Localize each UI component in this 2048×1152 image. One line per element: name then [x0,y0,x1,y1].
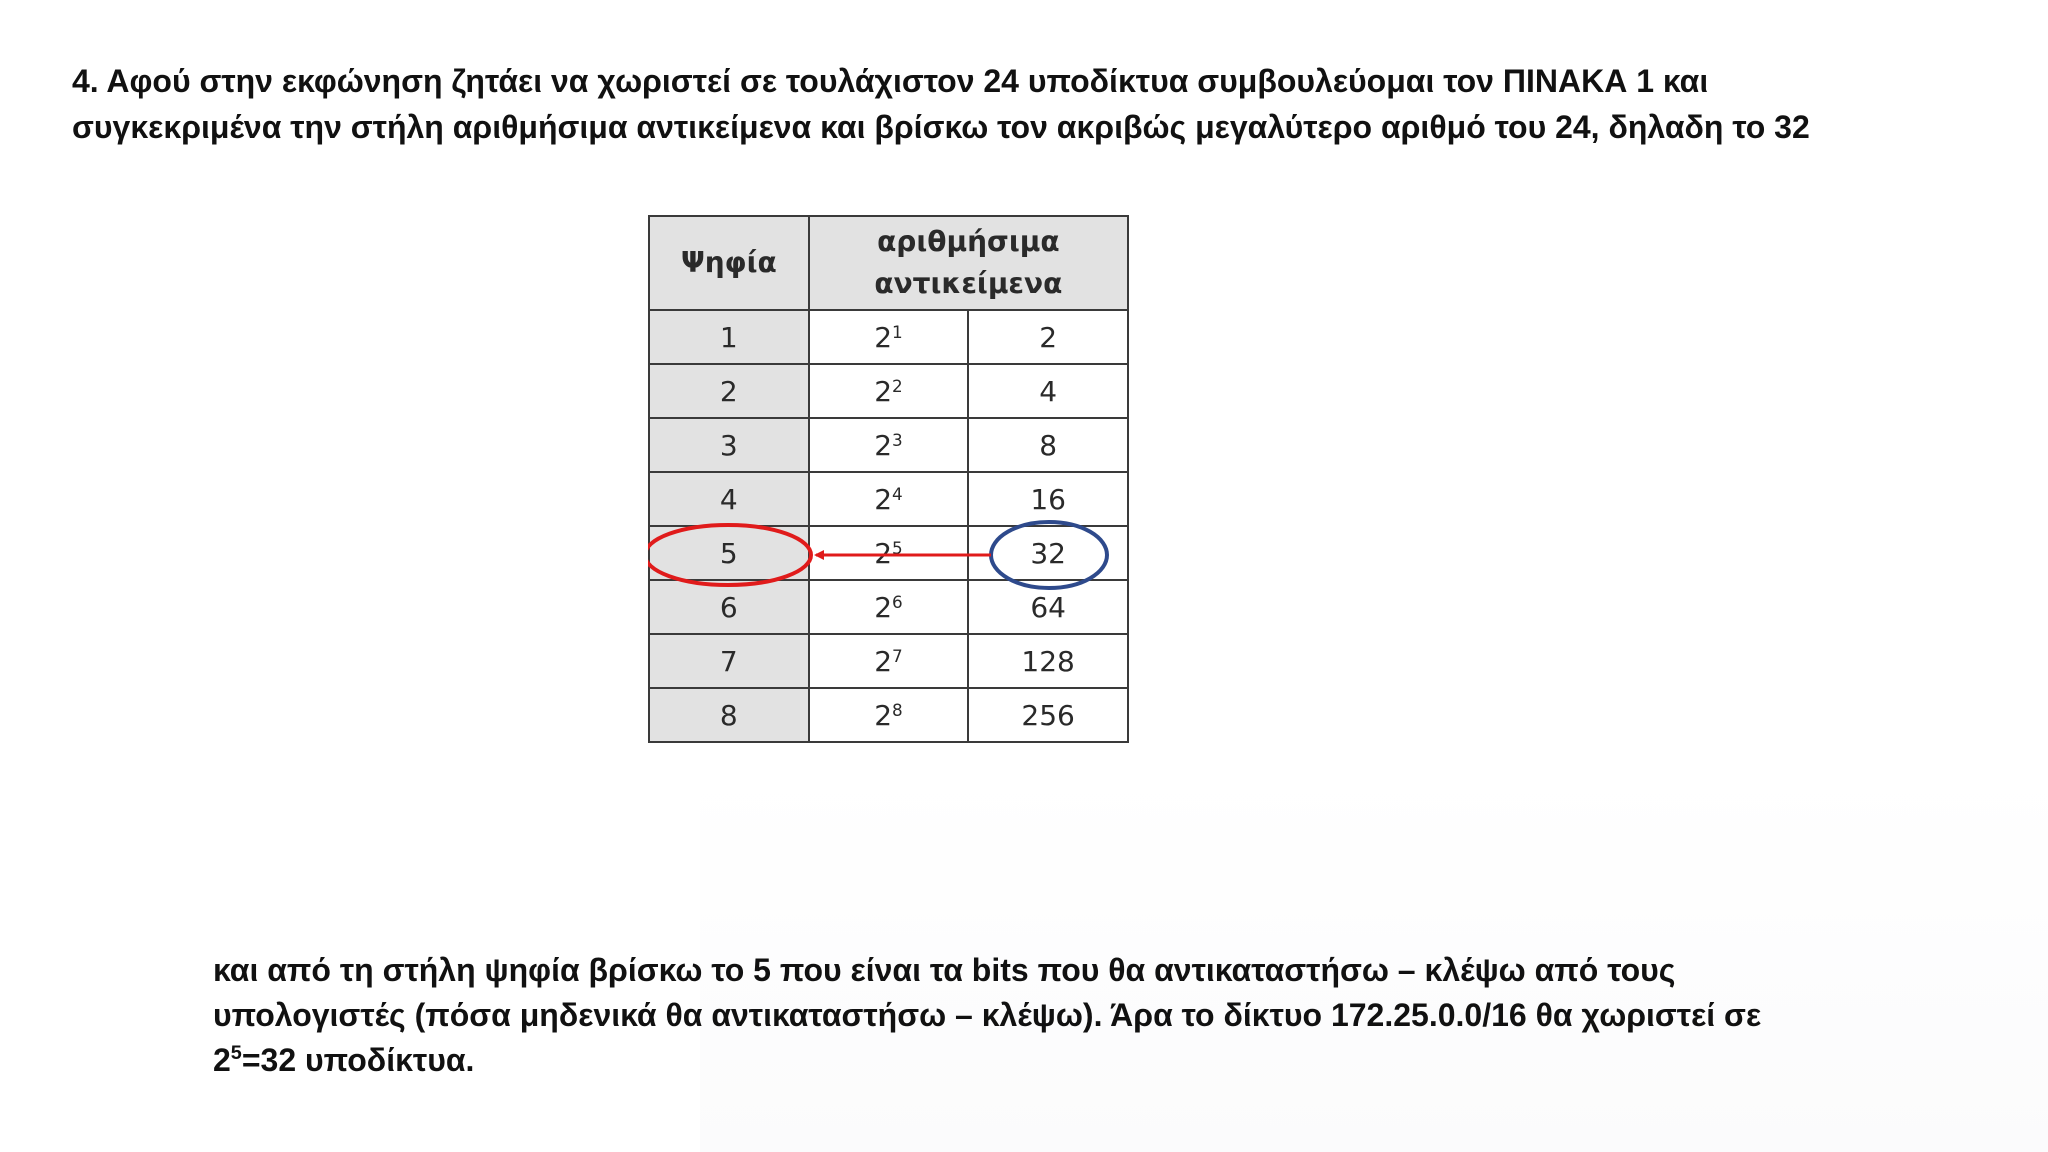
power-exponent: 8 [892,699,903,720]
row-power [809,472,969,526]
power-exponent: 4 [892,483,903,504]
power-exponent: 1 [892,321,903,342]
row-value: 4 [968,364,1128,418]
power-exponent: 5 [892,537,903,558]
row-power [809,580,969,634]
power-base: 2 [874,482,893,516]
row-digits: 3 [649,418,809,472]
conclusion-power-base: 2 [213,1042,231,1078]
row-value: 8 [968,418,1128,472]
row-power [809,364,969,418]
power-base: 2 [874,644,893,678]
header-digits: Ψηφία [649,216,809,310]
table-pinakas-1 [648,215,1132,745]
table-row [649,634,1128,688]
row-digits: 4 [649,472,809,526]
table-row [649,418,1128,472]
conclusion-power-exponent: 5 [230,1042,242,1065]
table-row [649,364,1128,418]
header-objects [809,216,1128,310]
power-base: 2 [874,698,893,732]
table-row-highlighted [649,526,1128,580]
conclusion-line-3 [213,1038,2013,1083]
intro-line-2: συγκεκριμένα την στήλη αριθμήσιμα αντικείμενα και βρίσκω τον ακριβώς μεγαλύτερο αριθμό του 24, δηλαδη το 32 [72,109,1810,145]
power-base: 2 [874,428,893,462]
row-digits: 6 [649,580,809,634]
intro-text [72,58,1992,150]
table-row [649,688,1128,742]
row-power [809,526,969,580]
row-digits: 1 [649,310,809,364]
conclusion-line-3-rest: =32 υποδίκτυα. [241,1042,475,1078]
row-power [809,634,969,688]
table-row [649,310,1128,364]
row-power [809,310,969,364]
row-digits: 2 [649,364,809,418]
power-exponent: 7 [892,645,903,666]
table-row [649,472,1128,526]
header-objects-line-2: αντικείμενα [874,267,1063,300]
row-value: 256 [968,688,1128,742]
power-exponent: 2 [892,375,903,396]
row-power [809,688,969,742]
row-digits: 8 [649,688,809,742]
power-base: 2 [874,320,893,354]
row-value: 32 [968,526,1128,580]
table-row [649,580,1128,634]
row-digits: 5 [649,526,809,580]
header-objects-line-1: αριθμήσιμα [877,225,1060,258]
row-digits: 7 [649,634,809,688]
conclusion-line-1: και από τη στήλη ψηφία βρίσκω το 5 που είναι τα bits που θα αντικαταστήσω – κλέψω από τους [213,952,1676,988]
power-exponent: 6 [892,591,903,612]
power-exponent: 3 [892,429,903,450]
conclusion-text [213,948,2013,1083]
conclusion-line-2: υπολογιστές (πόσα μηδενικά θα αντικαταστήσω – κλέψω). Άρα το δίκτυο 172.25.0.0/16 θα χωριστεί σε [213,997,1762,1033]
row-value: 64 [968,580,1128,634]
row-value: 128 [968,634,1128,688]
subnet-table [648,215,1129,743]
power-base: 2 [874,536,893,570]
row-power [809,418,969,472]
row-value: 2 [968,310,1128,364]
table-header-row [649,216,1128,310]
intro-line-1: 4. Αφού στην εκφώνηση ζητάει να χωριστεί σε τουλάχιστον 24 υποδίκτυα συμβουλεύομαι τον ΠΙΝΑΚΑ 1 και [72,63,1709,99]
power-base: 2 [874,590,893,624]
row-value: 16 [968,472,1128,526]
power-base: 2 [874,374,893,408]
